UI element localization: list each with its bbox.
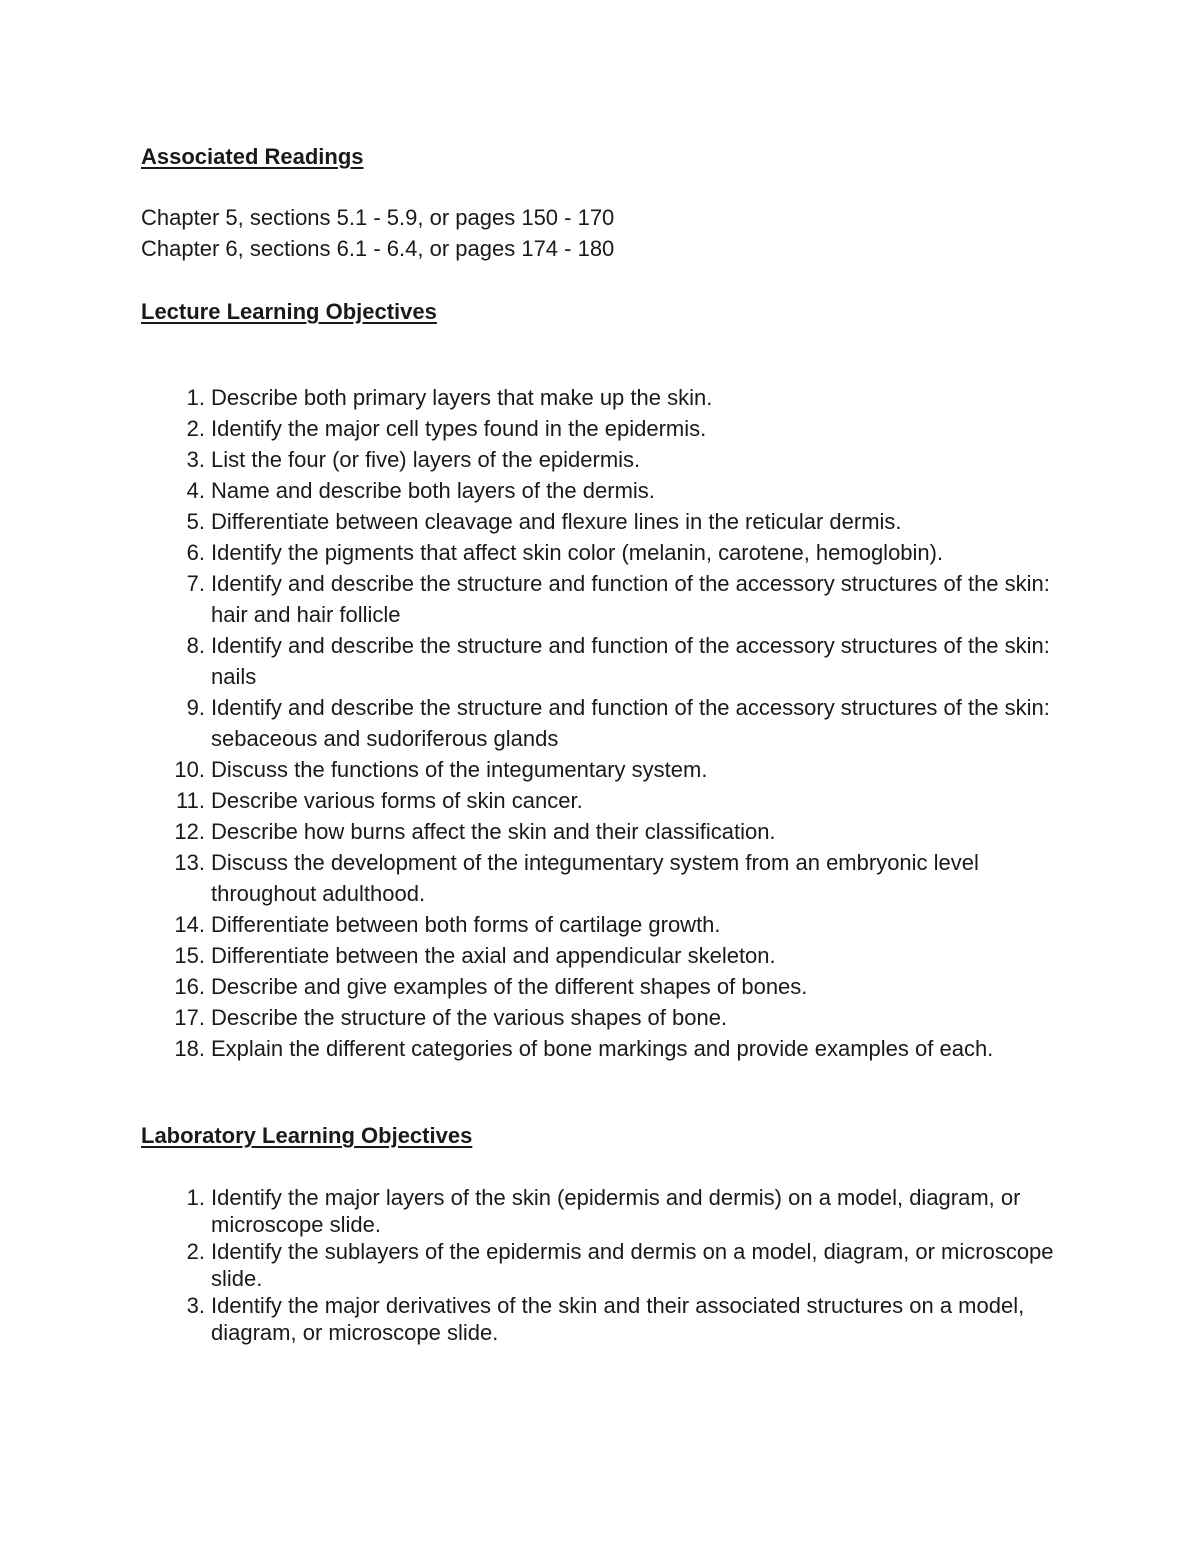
item-number: 14. <box>174 912 205 937</box>
item-text: Identify and describe the structure and function of the accessory structures of the skin: sebaceous and sudoriferous glands <box>211 695 1050 751</box>
lecture-objectives-heading: Lecture Learning Objectives <box>141 299 437 324</box>
reading-line-2: Chapter 6, sections 6.1 - 6.4, or pages 174 - 180 <box>141 236 615 261</box>
list-item <box>0 444 1071 475</box>
item-text: Identify the major derivatives of the skin and their associated structures on a model, diagram, or microscope slide. <box>211 1293 1025 1345</box>
list-item <box>0 692 1071 754</box>
item-number: 2. <box>186 1239 205 1264</box>
item-number: 11. <box>176 788 205 813</box>
item-text: Describe how burns affect the skin and their classification. <box>211 819 776 844</box>
list-item <box>0 1238 1071 1292</box>
list-item <box>0 816 1071 847</box>
lecture-objectives-list <box>0 382 1071 1064</box>
list-item <box>0 785 1071 816</box>
list-item <box>0 909 1071 940</box>
item-text: Name and describe both layers of the dermis. <box>211 478 655 503</box>
item-number: 16. <box>174 974 205 999</box>
laboratory-objectives-list <box>0 1184 1071 1346</box>
list-item <box>0 568 1071 630</box>
item-number: 12. <box>174 819 205 844</box>
item-number: 3. <box>186 1293 205 1318</box>
item-number: 1. <box>186 385 205 410</box>
item-text: Describe both primary layers that make up the skin. <box>211 385 713 410</box>
item-text: Identify the major layers of the skin (epidermis and dermis) on a model, diagram, or microscope slide. <box>211 1185 1021 1237</box>
list-item <box>0 382 1071 413</box>
item-number: 15. <box>174 943 205 968</box>
item-number: 18. <box>174 1036 205 1061</box>
item-text: Explain the different categories of bone markings and provide examples of each. <box>211 1036 994 1061</box>
list-item <box>0 506 1071 537</box>
list-item <box>0 537 1071 568</box>
item-number: 17. <box>174 1005 205 1030</box>
associated-readings-heading: Associated Readings <box>141 144 364 169</box>
item-text: Describe and give examples of the different shapes of bones. <box>211 974 808 999</box>
list-item <box>0 413 1071 444</box>
item-text: List the four (or five) layers of the epidermis. <box>211 447 641 472</box>
item-number: 13. <box>174 850 205 875</box>
list-item <box>0 754 1071 785</box>
item-text: Identify the sublayers of the epidermis and dermis on a model, diagram, or microscope slide. <box>211 1239 1054 1291</box>
item-number: 10. <box>174 757 205 782</box>
item-text: Differentiate between the axial and appendicular skeleton. <box>211 943 776 968</box>
item-number: 6. <box>186 540 205 565</box>
list-item <box>0 1292 1071 1346</box>
item-number: 3. <box>186 447 205 472</box>
list-item <box>0 475 1071 506</box>
item-text: Identify the pigments that affect skin color (melanin, carotene, hemoglobin). <box>211 540 944 565</box>
item-number: 1. <box>186 1185 205 1210</box>
item-number: 8. <box>186 633 205 658</box>
item-text: Describe the structure of the various shapes of bone. <box>211 1005 728 1030</box>
list-item <box>0 630 1071 692</box>
list-item <box>0 971 1071 1002</box>
list-item <box>0 1002 1071 1033</box>
item-text: Discuss the functions of the integumentary system. <box>211 757 708 782</box>
item-number: 9. <box>186 695 205 720</box>
item-number: 5. <box>186 509 205 534</box>
item-text: Discuss the development of the integumentary system from an embryonic level throughout adulthood. <box>211 850 979 906</box>
item-text: Identify and describe the structure and function of the accessory structures of the skin: nails <box>211 633 1050 689</box>
item-number: 2. <box>186 416 205 441</box>
list-item <box>0 1033 1071 1064</box>
list-item <box>0 1184 1071 1238</box>
item-text: Differentiate between both forms of cartilage growth. <box>211 912 721 937</box>
item-text: Describe various forms of skin cancer. <box>211 788 583 813</box>
reading-line-1: Chapter 5, sections 5.1 - 5.9, or pages 150 - 170 <box>141 205 615 230</box>
item-text: Identify and describe the structure and function of the accessory structures of the skin: hair and hair follicle <box>211 571 1050 627</box>
list-item <box>0 940 1071 971</box>
item-number: 4. <box>186 478 205 503</box>
item-text: Differentiate between cleavage and flexure lines in the reticular dermis. <box>211 509 902 534</box>
laboratory-objectives-heading: Laboratory Learning Objectives <box>141 1123 473 1148</box>
list-item <box>0 847 1071 909</box>
item-text: Identify the major cell types found in the epidermis. <box>211 416 707 441</box>
item-number: 7. <box>186 571 205 596</box>
